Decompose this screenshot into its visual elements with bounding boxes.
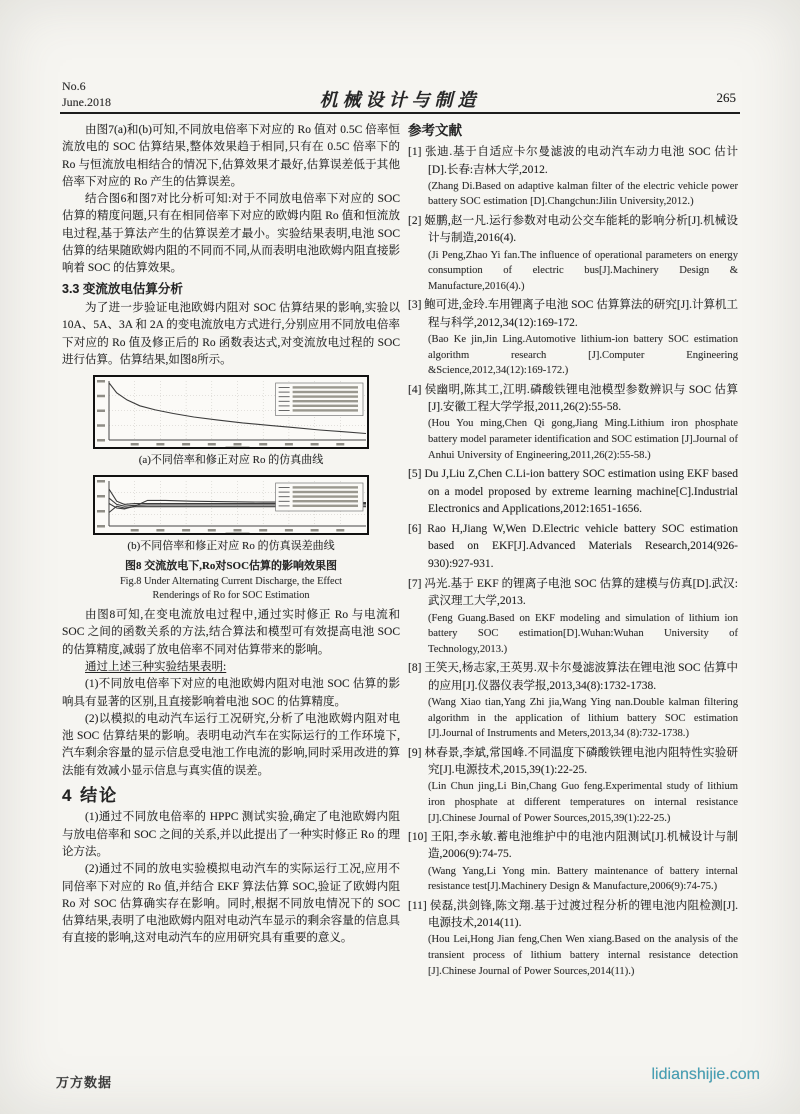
figure-8a-chart [93, 375, 369, 449]
references-heading: 参考文献 [408, 123, 462, 138]
results-lead-line: 通过上述三种实验结果表明: [85, 660, 227, 673]
journal-title: 机械设计与制造 [319, 90, 481, 110]
left-column [62, 122, 400, 948]
reference-en: (Hou You ming,Chen Qi gong,Jiang Ming.Lithium iron phosphate battery model parameter identification and SOC estimation [J].Journal of Anhui University of Engineering,2011,26(2):55-58.) [428, 418, 738, 461]
reference-item [408, 898, 738, 979]
conclusion-item-2: (2)通过不同的放电实验模拟电动汽车的实际运行工况,应用不同倍率下对应的 Ro 值,并结合 EKF 算法估算 SOC,验证了欧姆内阻 Ro 对 SOC 估算确实存在影响。同时,根据不同放电情况下的 SOC 估算结果,表明了电池欧姆内阻对电动汽车显示的剩余容量的信息具有直接的影响,这对电动汽车的应用研究具有重要的意义。 [62, 863, 400, 945]
reference-cn: [7] 冯光.基于 EKF 的锂离子电池 SOC 估算的建模与仿真[D].武汉:武汉理工大学,2013. [408, 577, 738, 608]
result-item-2: (2)以模拟的电动汽车运行工况研究,分析了电池欧姆内阻对电池 SOC 估算结果的影响。表明电动汽车在实际运行的工作环境下,汽车剩余容量的显示信息受电池工作电流的影响,同时采用改进的算法能有效减小显示信息与真实值的误差。 [62, 712, 400, 777]
reference-cn: [1] 张迪.基于自适应卡尔曼滤波的电动汽车动力电池 SOC 估计[D].长春:吉林大学,2012. [408, 146, 738, 176]
reference-item [408, 382, 738, 463]
reference-cn: [8] 王笑天,杨志家,王英男.双卡尔曼滤波算法在锂电池 SOC 估算中的应用[J].仪器仪表学报,2013,34(8):1732-1738. [408, 662, 738, 692]
reference-item [408, 576, 738, 657]
reference-item [408, 829, 738, 895]
figure-8-caption-en-line1: Fig.8 Under Alternating Current Discharge, the Effect [119, 576, 343, 588]
reference-item [408, 213, 738, 294]
reference-cn: [11] 侯磊,洪剑锋,陈文翔.基于过渡过程分析的锂电池内阻检测[J].电源技术,2014(11). [408, 899, 738, 930]
references-column [408, 122, 738, 982]
figure-8b-caption: (b)不同倍率和修正对应 Ro 的仿真误差曲线 [127, 540, 335, 553]
reference-cn: [9] 林春景,李斌,常国峰.不同温度下磷酸铁锂电池内阻特性实验研究[J].电源技术,2015,39(1):22-25. [408, 746, 738, 777]
site-link[interactable]: lidianshijie.com [651, 1066, 760, 1083]
reference-en: (Wang Xiao tian,Yang Zhi jia,Wang Ying nan.Double kalman filtering algorithm in the application of lithium battery SOC estimation [J].Journal of Instruments and Meters,2013,34 (8):732-1738.) [428, 696, 738, 740]
reference-cn: [3] 鲍可进,金玲.车用锂离子电池 SOC 估算算法的研究[J].计算机工程与科学,2012,34(12):169-172. [408, 299, 738, 329]
reference-en: (Hou Lei,Hong Jian feng,Chen Wen xiang.Based on the analysis of the transient process of lithium battery internal resistance detection [J].Chinese Journal of Power Sources,2014(11).) [428, 934, 738, 977]
reference-en: (Zhang Di.Based on adaptive kalman filter of the electric vehicle power battery SOC estimation [D].Changchun:Jilin University,2012.) [428, 180, 738, 208]
reference-item [408, 660, 738, 741]
reference-en: (Ji Peng,Zhao Yi fan.The influence of operational parameters on energy consumption of electric bus[J].Machinery Design & Manufacture,2016(4).) [428, 249, 738, 292]
reference-cn: [5] Du J,Liu Z,Chen C.Li-ion battery SOC estimation using EKF based on a model proposed by extreme learning machine[C].Industrial Electronics and Applications,2012:1651-1656. [408, 468, 738, 515]
header-rule [60, 112, 740, 114]
issue-date: June.2018 [62, 95, 111, 109]
figure-8 [91, 375, 371, 603]
reference-cn: [6] Rao H,Jiang W,Wen D.Electric vehicle battery SOC estimation based on EKF[J].Advanced Materials Research,2014(926-930):927-931. [408, 523, 738, 570]
conclusion-item-1: (1)通过不同放电倍率的 HPPC 测试实验,确定了电池欧姆内阻与放电倍率和 SOC 之间的关系,并以此提出了一种实时修正 Ro 的理论方法。 [62, 811, 400, 858]
reference-en: (Wang Yang,Li Yong min. Battery maintenance of battery internal resistance test[J].Machinery Design & Manufacture,2006(9):74-75.) [428, 865, 738, 893]
reference-cn: [2] 姬鹏,赵一凡.运行参数对电动公交车能耗的影响分析[J].机械设计与制造,2016(4). [408, 215, 738, 245]
reference-en: (Lin Chun jing,Li Bin,Chang Guo feng.Experimental study of lithium iron phosphate at different temperatures on internal resistance [J].Chinese Journal of Power Sources,2015,39(1):22-25.) [428, 781, 738, 824]
figure-8b-chart [93, 475, 369, 535]
figure-8-caption-cn: 图8 交流放电下,Ro对SOC估算的影响效果图 [124, 559, 338, 572]
paragraph: 为了进一步验证电池欧姆内阻对 SOC 估算结果的影响,实验以 10A、5A、3A 和 2A 的变电流放电方式进行,分别应用不同放电倍率下对应的 Ro 值及修正后的 Ro 函数表达式,对变流放电过程的 SOC 进行估算。估算结果,如图8所示。 [62, 301, 400, 366]
issue-number: No.6 [62, 79, 86, 93]
reference-en: (Feng Guang.Based on EKF modeling and simulation of lithium ion battery SOC estimation[D].Wuhan:Wuhan University of Technology,2013.) [428, 612, 738, 655]
reference-en: (Bao Ke jin,Jin Ling.Automotive lithium-ion battery SOC estimation algorithm research [J].Computer Engineering &Science,2012,34(12):169-172.) [428, 334, 738, 377]
page-number: 265 [716, 90, 736, 105]
figure-8-caption-en-line2: Renderings of Ro for SOC Estimation [152, 590, 310, 602]
section-heading-3-3: 3.3 变流放电估算分析 [62, 281, 183, 296]
reference-item [408, 745, 738, 826]
paragraph: 结合图6和图7对比分析可知:对于不同放电倍率下对应的 SOC 估算的精度问题,只有在相同倍率下对应的欧姆内阻 Ro 值和恒流放电过程,基于算法产生的估算误差才最小。实验结果表明,电池 SOC 估算的结果随欧姆内阻的不同而不同,从而表明电池欧姆内阻直接影响着 SOC 的估算效果。 [62, 193, 400, 275]
reference-item [408, 521, 738, 573]
reference-cn: [4] 侯幽明,陈其工,江明.磷酸铁锂电池模型参数辨识与 SOC 估算[J].安徽工程大学学报,2011,26(2):55-58. [408, 383, 738, 414]
reference-cn: [10] 王阳,李永敏.蓄电池维护中的电池内阻测试[J].机械设计与制造,2006(9):74-75. [408, 831, 738, 861]
wanfang-watermark: 万方数据 [56, 1075, 113, 1090]
reference-item [408, 144, 738, 210]
figure-8a-caption: (a)不同倍率和修正对应 Ro 的仿真曲线 [138, 454, 324, 467]
reference-item [408, 297, 738, 378]
result-item-1: (1)不同放电倍率下对应的电池欧姆内阻对电池 SOC 估算的影响具有显著的区别,且直接影响着电池 SOC 的估算精度。 [62, 678, 400, 708]
reference-item [408, 466, 738, 518]
section-heading-4: 4 结论 [62, 786, 119, 806]
paragraph: 由图8可知,在变电流放电过程中,通过实时修正 Ro 与电流和 SOC 之间的函数关系的方法,结合算法和模型可有效提高电池 SOC 的估算精度,减弱了放电倍率不同对估算带来的影响。 [62, 609, 400, 656]
paragraph: 由图7(a)和(b)可知,不同放电倍率下对应的 Ro 值对 0.5C 倍率恒流放电的 SOC 估算结果,整体效果趋于相同,只有在 0.5C 倍率下的 Ro 与恒流放电相结合的情况下,估算效果才最好,估算误差低于其他倍率下对应的 Ro 产生的估算误差。 [62, 124, 400, 188]
